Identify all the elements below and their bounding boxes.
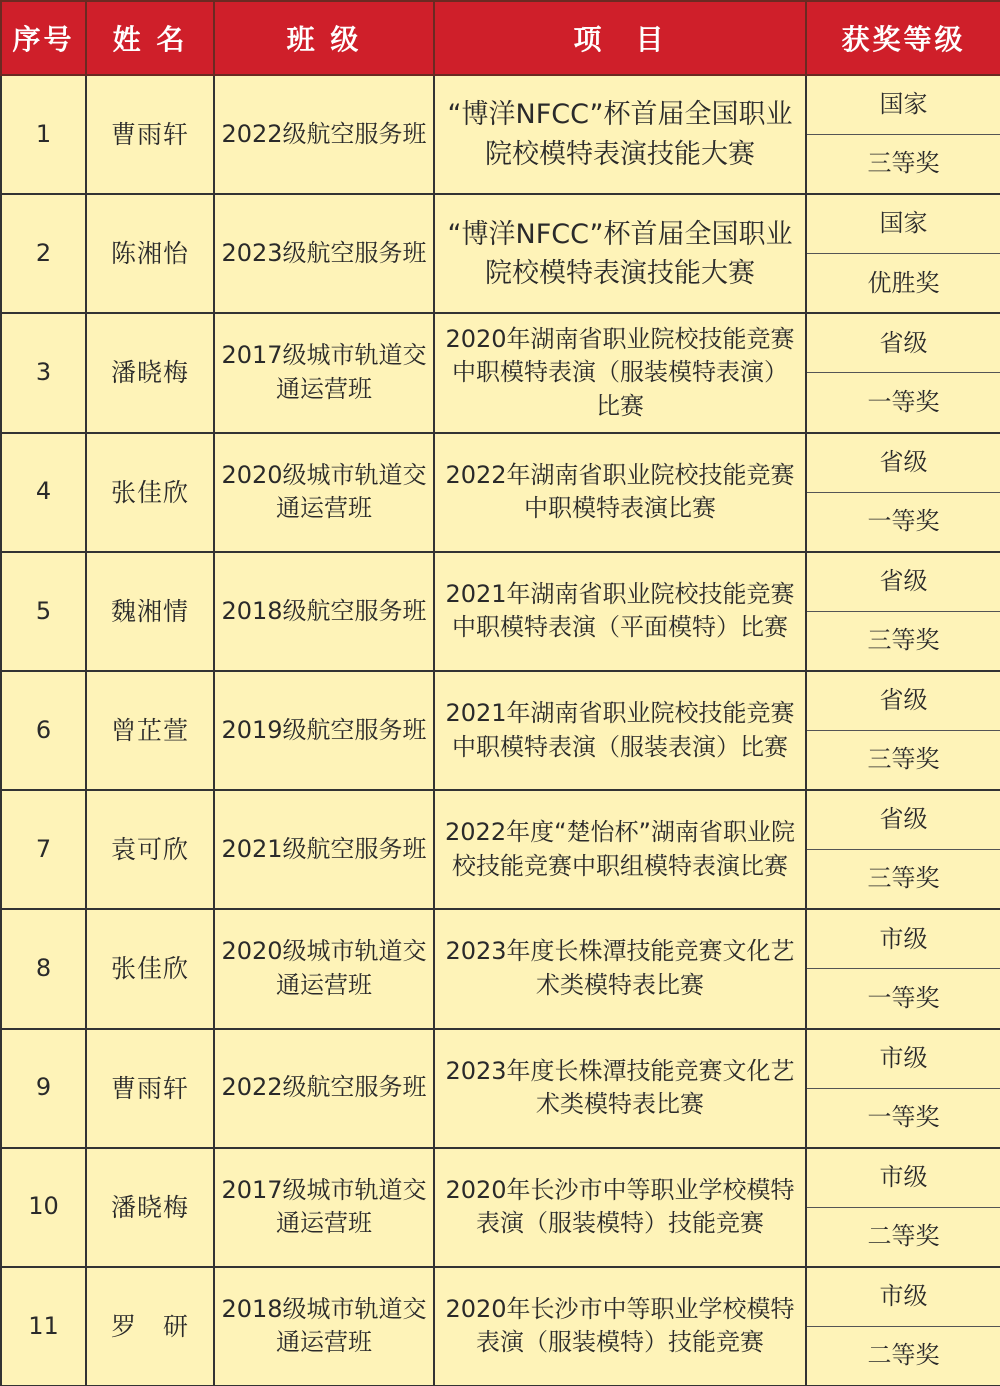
header-row [1,1,1000,75]
award-grade: 一等奖 [806,492,1000,552]
award-level: 省级 [806,790,1000,850]
table-row [1,313,1000,373]
row-number: 9 [1,1029,86,1148]
student-name: 曹雨轩 [86,1029,214,1148]
award-grade: 三等奖 [806,135,1000,195]
project-name: 2022年度“楚怡杯”湖南省职业院校技能竞赛中职组模特表演比赛 [434,790,806,909]
class-name: 2018级航空服务班 [214,552,434,671]
class-name: 2018级城市轨道交通运营班 [214,1267,434,1386]
award-grade: 三等奖 [806,850,1000,910]
class-name: 2019级航空服务班 [214,671,434,790]
student-name: 陈湘怡 [86,194,214,313]
class-name: 2020级城市轨道交通运营班 [214,909,434,1028]
award-level: 省级 [806,552,1000,612]
student-name: 袁可欣 [86,790,214,909]
row-number: 3 [1,313,86,432]
student-name: 张佳欣 [86,909,214,1028]
row-number: 8 [1,909,86,1028]
project-name: 2023年度长株潭技能竞赛文化艺术类模特表比赛 [434,1029,806,1148]
table-row [1,671,1000,731]
project-name: 2020年长沙市中等职业学校模特表演（服装模特）技能竞赛 [434,1148,806,1267]
table-row [1,552,1000,612]
project-name: 2020年湖南省职业院校技能竞赛中职模特表演（服装模特表演）比赛 [434,313,806,432]
award-level: 市级 [806,909,1000,969]
table-row [1,1267,1000,1327]
class-name: 2022级航空服务班 [214,75,434,194]
table-body [1,75,1000,1386]
table-row [1,909,1000,969]
class-name: 2020级城市轨道交通运营班 [214,433,434,552]
class-name: 2021级航空服务班 [214,790,434,909]
row-number: 1 [1,75,86,194]
table-row [1,1148,1000,1208]
class-name: 2022级航空服务班 [214,1029,434,1148]
table-row [1,75,1000,135]
row-number: 2 [1,194,86,313]
project-name: “博洋NFCC”杯首届全国职业院校模特表演技能大赛 [434,194,806,313]
header-project: 项 目 [434,1,806,75]
award-grade: 二等奖 [806,1207,1000,1267]
header-class: 班 级 [214,1,434,75]
student-name: 张佳欣 [86,433,214,552]
student-name: 潘晓梅 [86,1148,214,1267]
award-grade: 二等奖 [806,1326,1000,1386]
student-name: 曹雨轩 [86,75,214,194]
award-grade: 三等奖 [806,611,1000,671]
student-name: 潘晓梅 [86,313,214,432]
row-number: 10 [1,1148,86,1267]
table-row [1,433,1000,493]
header-level: 获奖等级 [806,1,1000,75]
project-name: 2021年湖南省职业院校技能竞赛中职模特表演（服装表演）比赛 [434,671,806,790]
award-level: 省级 [806,671,1000,731]
row-number: 11 [1,1267,86,1386]
award-grade: 一等奖 [806,969,1000,1029]
student-name: 魏湘情 [86,552,214,671]
row-number: 4 [1,433,86,552]
class-name: 2023级航空服务班 [214,194,434,313]
project-name: 2022年湖南省职业院校技能竞赛中职模特表演比赛 [434,433,806,552]
header-no: 序号 [1,1,86,75]
award-grade: 三等奖 [806,731,1000,791]
award-level: 市级 [806,1148,1000,1208]
class-name: 2017级城市轨道交通运营班 [214,1148,434,1267]
header-name: 姓 名 [86,1,214,75]
class-name: 2017级城市轨道交通运营班 [214,313,434,432]
student-name: 曾芷萱 [86,671,214,790]
award-level: 省级 [806,433,1000,493]
award-level: 省级 [806,313,1000,373]
table-row [1,790,1000,850]
award-grade: 优胜奖 [806,254,1000,314]
award-level: 市级 [806,1267,1000,1327]
project-name: 2020年长沙市中等职业学校模特表演（服装模特）技能竞赛 [434,1267,806,1386]
project-name: “博洋NFCC”杯首届全国职业院校模特表演技能大赛 [434,75,806,194]
row-number: 5 [1,552,86,671]
row-number: 6 [1,671,86,790]
table-row [1,1029,1000,1089]
table-row [1,194,1000,254]
row-number: 7 [1,790,86,909]
award-level: 国家 [806,75,1000,135]
award-grade: 一等奖 [806,373,1000,433]
award-grade: 一等奖 [806,1088,1000,1148]
student-name: 罗 研 [86,1267,214,1386]
project-name: 2023年度长株潭技能竞赛文化艺术类模特表比赛 [434,909,806,1028]
award-level: 市级 [806,1029,1000,1089]
project-name: 2021年湖南省职业院校技能竞赛中职模特表演（平面模特）比赛 [434,552,806,671]
award-level: 国家 [806,194,1000,254]
